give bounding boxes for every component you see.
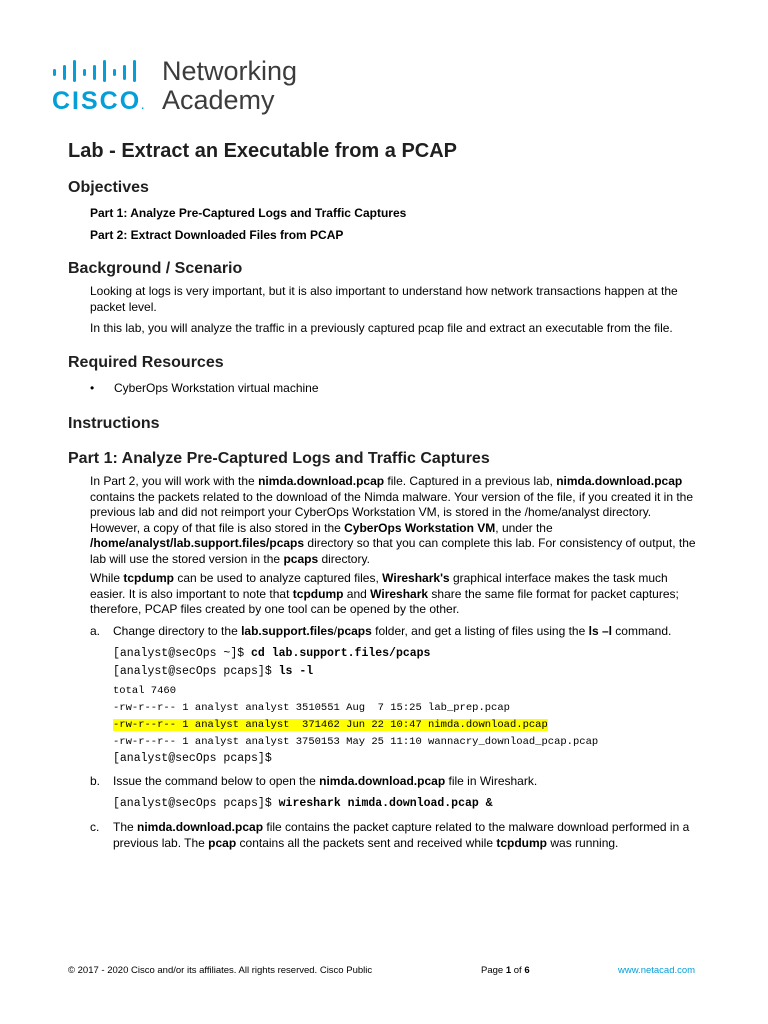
cisco-wordmark: CISCO. <box>52 87 144 115</box>
code-line-wannacry: -rw-r--r-- 1 analyst analyst 3750153 May 25 11:10 wannacry_download_pcap.pcap <box>113 736 599 748</box>
resource-list-item <box>90 380 319 396</box>
code-line-prompt: [analyst@secOps pcaps]$ <box>113 752 272 765</box>
part-1-paragraph-1: In Part 2, you will work with the nimda.download.pcap file. Captured in a previous lab, nimda.download.pcap contains the packets related to the download of the Nimda malware. Your version of the file, if you created it in the previous lab and did not reimport your CyberOps Workstation VM, is stored in the /home/analyst directory. However, a copy of that file is also stored in the CyberOps Workstation VM, under the /home/analyst/lab.support.files/pcaps directory so that you can complete this lab. For consistency of output, the lab will use the stored version in the pcaps directory. <box>90 474 696 566</box>
bullet-icon: • <box>90 381 95 395</box>
step-b-text: Issue the command below to open the nimda.download.pcap file in Wireshark. <box>113 774 538 788</box>
instructions-heading: Instructions <box>68 415 160 432</box>
footer-copyright: © 2017 - 2020 Cisco and/or its affiliates. All rights reserved. Cisco Public <box>68 965 373 976</box>
logo-line-academy: Academy <box>162 85 275 115</box>
step-c-label: c. <box>90 820 100 834</box>
objective-part-2: Part 2: Extract Downloaded Files from PCAP <box>90 228 344 242</box>
objectives-heading: Objectives <box>68 179 149 196</box>
required-resources-heading: Required Resources <box>68 354 224 371</box>
background-paragraph-1: Looking at logs is very important, but it is also important to understand how network transactions happen at the packet level. <box>90 284 678 314</box>
page-title: Lab - Extract an Executable from a PCAP <box>68 140 458 162</box>
part-1-heading: Part 1: Analyze Pre-Captured Logs and Traffic Captures <box>68 450 490 467</box>
background-paragraph-2: In this lab, you will analyze the traffic in a previously captured pcap file and extract an executable from the file. <box>90 321 673 335</box>
code-line-total: total 7460 <box>113 685 177 697</box>
objective-part-1: Part 1: Analyze Pre-Captured Logs and Traffic Captures <box>90 206 407 220</box>
step-c-text: The nimda.download.pcap file contains the packet capture related to the malware download performed in a previous lab. The pcap contains all the packets sent and received while tcpdump was running. <box>113 820 690 850</box>
code-line-wireshark: [analyst@secOps pcaps]$ wireshark nimda.download.pcap & <box>113 797 493 810</box>
part-1-paragraph-2: While tcpdump can be used to analyze captured files, Wireshark's graphical interface makes the task much easier. It is also important to note that tcpdump and Wireshark share the same file format for packet captures; therefore, PCAP files created by one tool can be opened by the other. <box>90 571 679 616</box>
cisco-bars-icon <box>52 60 148 82</box>
code-line-lab-prep: -rw-r--r-- 1 analyst analyst 3510551 Aug 7 15:25 lab_prep.pcap <box>113 702 510 714</box>
footer-website-link[interactable]: www.netacad.com <box>618 965 696 976</box>
logo-line-networking: Networking <box>162 56 298 86</box>
code-line-nimda-highlighted: -rw-r--r-- 1 analyst analyst 371462 Jun 22 10:47 nimda.download.pcap <box>113 719 548 731</box>
footer-page-number: Page 1 of 6 <box>481 965 530 976</box>
step-a-text: Change directory to the lab.support.files/pcaps folder, and get a listing of files using the ls –l command. <box>113 624 672 638</box>
cisco-networking-academy-logo <box>52 56 312 118</box>
code-line-cd: [analyst@secOps ~]$ cd lab.support.files/pcaps <box>113 647 431 660</box>
resource-item-text: CyberOps Workstation virtual machine <box>114 381 319 395</box>
step-b-label: b. <box>90 774 101 788</box>
step-a-label: a. <box>90 624 101 638</box>
code-line-ls: [analyst@secOps pcaps]$ ls -l <box>113 665 314 678</box>
background-heading: Background / Scenario <box>68 260 243 277</box>
